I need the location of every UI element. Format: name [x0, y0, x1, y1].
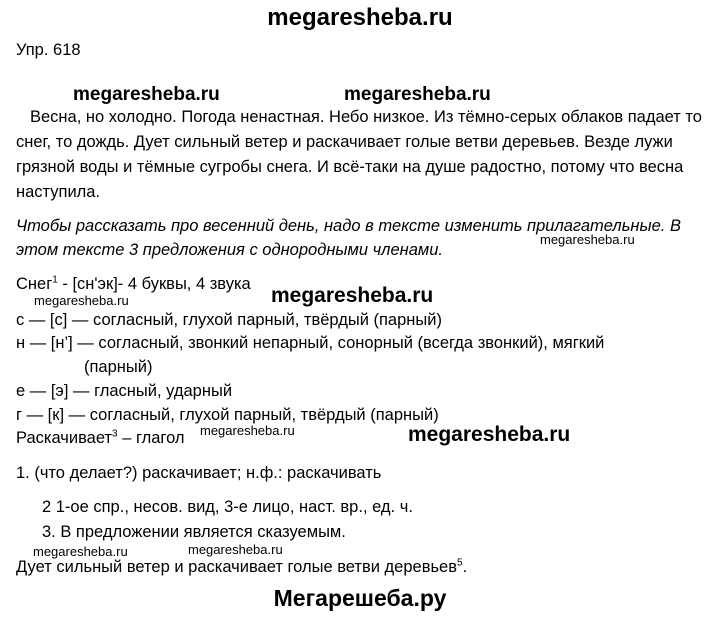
site-title: megaresheba.ru — [267, 4, 453, 31]
watermark: megaresheba.ru — [33, 544, 128, 559]
sneg-transcription: - [сн'эк]- 4 буквы, 4 звука — [57, 275, 251, 293]
sup-index: 5 — [457, 557, 463, 569]
watermark: megaresheba.ru — [73, 84, 220, 105]
list-item: 2 1-ое спр., несов. вид, 3-е лицо, наст. вр., ед. ч. — [42, 498, 413, 516]
watermark: megaresheba.ru — [200, 423, 295, 438]
verb-pos: – глагол — [117, 429, 185, 447]
watermark: megaresheba.ru — [34, 293, 129, 308]
passage-line: грязной воды и тёмные сугробы снега. И всё-таки на душе радостно, потому что весна — [16, 158, 684, 176]
exercise-label: Упр. 618 — [16, 41, 81, 59]
sentence-text: Дует сильный ветер и раскачивает голые ветви деревьев — [16, 558, 458, 576]
list-item: 3. В предложении является сказуемым. — [42, 523, 346, 541]
sound-line-cont: (парный) — [84, 358, 153, 376]
sound-line: е — [э] — гласный, ударный — [16, 382, 233, 400]
sound-line: г — [к] — согласный, глухой парный, твёрдый (парный) — [16, 406, 439, 424]
watermark: megaresheba.ru — [188, 542, 283, 557]
footer-site: Мегарешеба.ру — [273, 585, 447, 611]
passage-line: Весна, но холодно. Погода ненастная. Небо низкое. Из тёмно-серых облаков падает то — [30, 108, 702, 126]
watermark: megaresheba.ru — [540, 232, 635, 247]
example-sentence — [16, 555, 467, 579]
word-verb: Раскачивает — [16, 429, 113, 447]
note-line: Чтобы рассказать про весенний день, надо в тексте изменить прилагательные. В — [16, 217, 681, 235]
passage-line: наступила. — [16, 183, 101, 201]
watermark: megaresheba.ru — [271, 284, 434, 307]
word-sneg: Снег — [16, 275, 53, 293]
note-line: этом тексте 3 предложения с однородными членами. — [16, 241, 443, 259]
watermark: megaresheba.ru — [344, 84, 491, 105]
sentence-end: . — [462, 558, 468, 576]
sup-index: 1 — [52, 274, 58, 286]
sound-line: н — [н’] — согласный, звонкий непарный, сонорный (всегда звонкий), мягкий — [16, 334, 605, 352]
list-item: 1. (что делает?) раскачивает; н.ф.: раскачивать — [16, 464, 382, 482]
watermark: megaresheba.ru — [408, 423, 571, 446]
sup-index: 3 — [112, 428, 118, 440]
sound-line: с — [с] — согласный, глухой парный, твёрдый (парный) — [16, 311, 442, 329]
passage-line: снег, то дождь. Дует сильный ветер и раскачивает голые ветви деревьев. Везде лужи — [16, 133, 673, 151]
analysis-sneg — [16, 272, 251, 296]
analysis-verb — [16, 426, 185, 450]
